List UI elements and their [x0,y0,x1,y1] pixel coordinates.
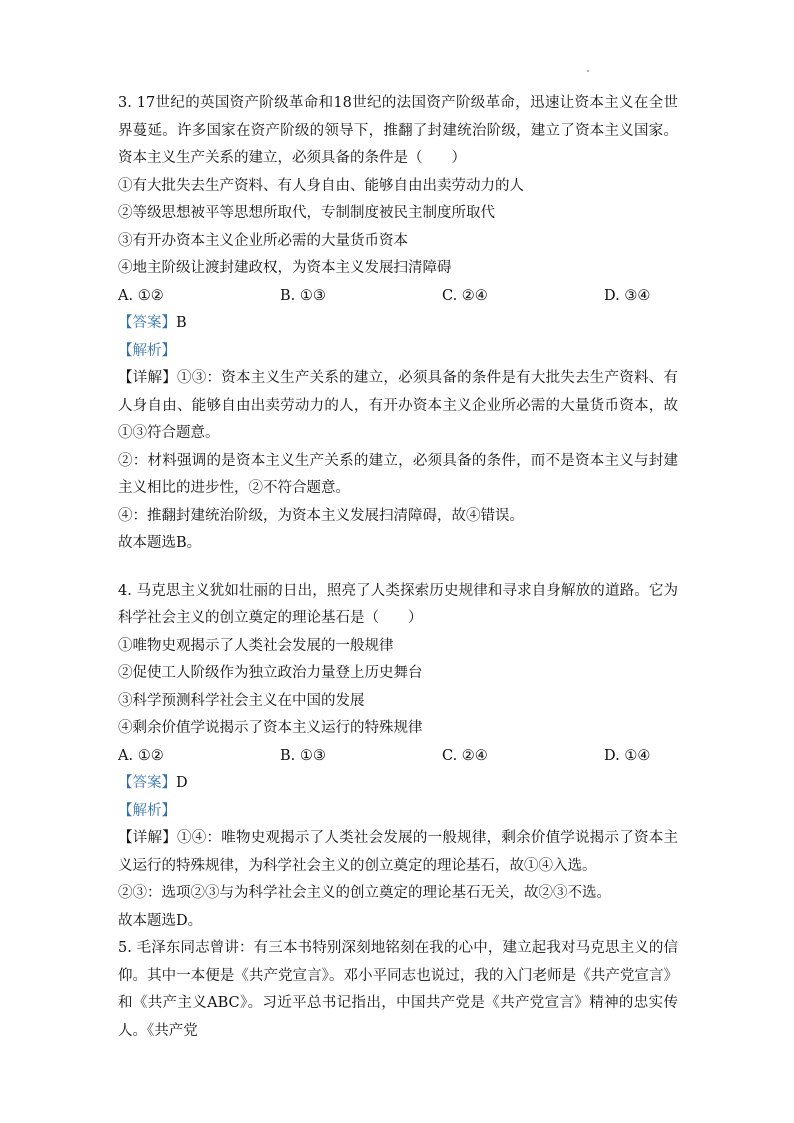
q4-answer [118,770,678,798]
q4-options [118,743,678,771]
q4-item-1: ①唯物史观揭示了人类社会发展的一般规律 [118,637,394,654]
q4-item-4: ④剩余价值学说揭示了资本主义运行的特殊规律 [118,720,423,736]
q4-option-b: B. ①③ [280,747,326,764]
q5-stem: 5. 毛泽东同志曾讲：有三本书特别深刻地铭刻在我的心中，建立起我对马克思主义的信仰。其中一本便是《共产党宣言》。邓小平同志也说过，我的入门老师是《共产党宣言》和《共产主义ABC》。习近平总书记指出，中国共产党是《共产党宣言》精神的忠实传人。《共产党 [118,940,678,1039]
q4-analysis [118,798,678,826]
detail-tag: 【详解】 [118,830,177,846]
q3-item-2: ②等级思想被平等思想所取代，专制制度被民主制度所取代 [118,205,495,221]
q3-note-2: ④：推翻封建统治阶级，为资本主义发展扫清障碍，故④错误。 [118,507,524,524]
decorative-dot [587,70,589,72]
answer-tag: 【答案】 [118,315,176,331]
q3-answer-value: B [176,315,187,331]
analysis-tag: 【解析】 [118,802,176,819]
q4-option-c: C. ②④ [442,747,488,764]
q3-analysis [118,338,678,366]
q3-detail-text: ①③：资本主义生产关系的建立，必须具备的条件是有大批失去生产资料、有人身自由、能够自由出卖劳动力的人，有开办资本主义企业所必需的大量货币资本，故①③符合题意。 [118,370,679,441]
q4-answer-value: D [176,775,188,791]
q3-stem: 3. 17世纪的英国资产阶级革命和18世纪的法国资产阶级革命，迅速让资本主义在全世界蔓延。许多国家在资产阶级的领导下，推翻了封建统治阶级，建立了资本主义国家。资本主义生产关系的建立，必须具备的条件是（ ） [118,95,678,166]
analysis-tag: 【解析】 [118,342,176,359]
q3-answer [118,310,678,338]
spacer [118,558,678,578]
q3-detail [118,365,678,448]
answer-tag: 【答案】 [118,775,176,791]
q4-conclusion: 故本题选D。 [118,912,203,929]
q4-detail-text: ①④：唯物史观揭示了人类社会发展的一般规律，剩余价值学说揭示了资本主义运行的特殊规律，为科学社会主义的创立奠定的理论基石，故①④入选。 [118,830,679,874]
q3-option-c: C. ②④ [442,287,488,304]
page-content [118,90,678,1045]
q3-options [118,283,678,311]
q4-option-a: A. ①② [118,747,164,764]
q3-option-a: A. ①② [118,287,164,304]
q3-note-1: ②：材料强调的是资本主义生产关系的建立，必须具备的条件，而不是资本主义与封建主义相比的进步性，②不符合题意。 [118,452,678,496]
q3-conclusion: 故本题选B。 [118,535,202,551]
q4-detail [118,825,678,880]
q3-item-3: ③有开办资本主义企业所必需的大量货币资本 [118,232,408,249]
q3-option-b: B. ①③ [280,287,326,304]
q3-item-4: ④地主阶级让渡封建政权，为资本主义发展扫清障碍 [118,260,452,276]
q4-item-2: ②促使工人阶级作为独立政治力量登上历史舞台 [118,665,423,681]
detail-tag: 【详解】 [118,370,177,386]
q4-stem: 4. 马克思主义犹如壮丽的日出，照亮了人类探索历史规律和寻求自身解放的道路。它为科学社会主义的创立奠定的理论基石是（ ） [118,582,678,626]
q3-item-1: ①有大批失去生产资料、有人身自由、能够自由出卖劳动力的人 [118,177,524,194]
q4-item-3: ③科学预测科学社会主义在中国的发展 [118,692,365,709]
q3-option-d: D. ③④ [604,287,651,304]
q4-option-d: D. ①④ [604,747,651,764]
q4-note-1: ②③：选项②③与为科学社会主义的创立奠定的理论基石无关，故②③不选。 [118,885,611,901]
